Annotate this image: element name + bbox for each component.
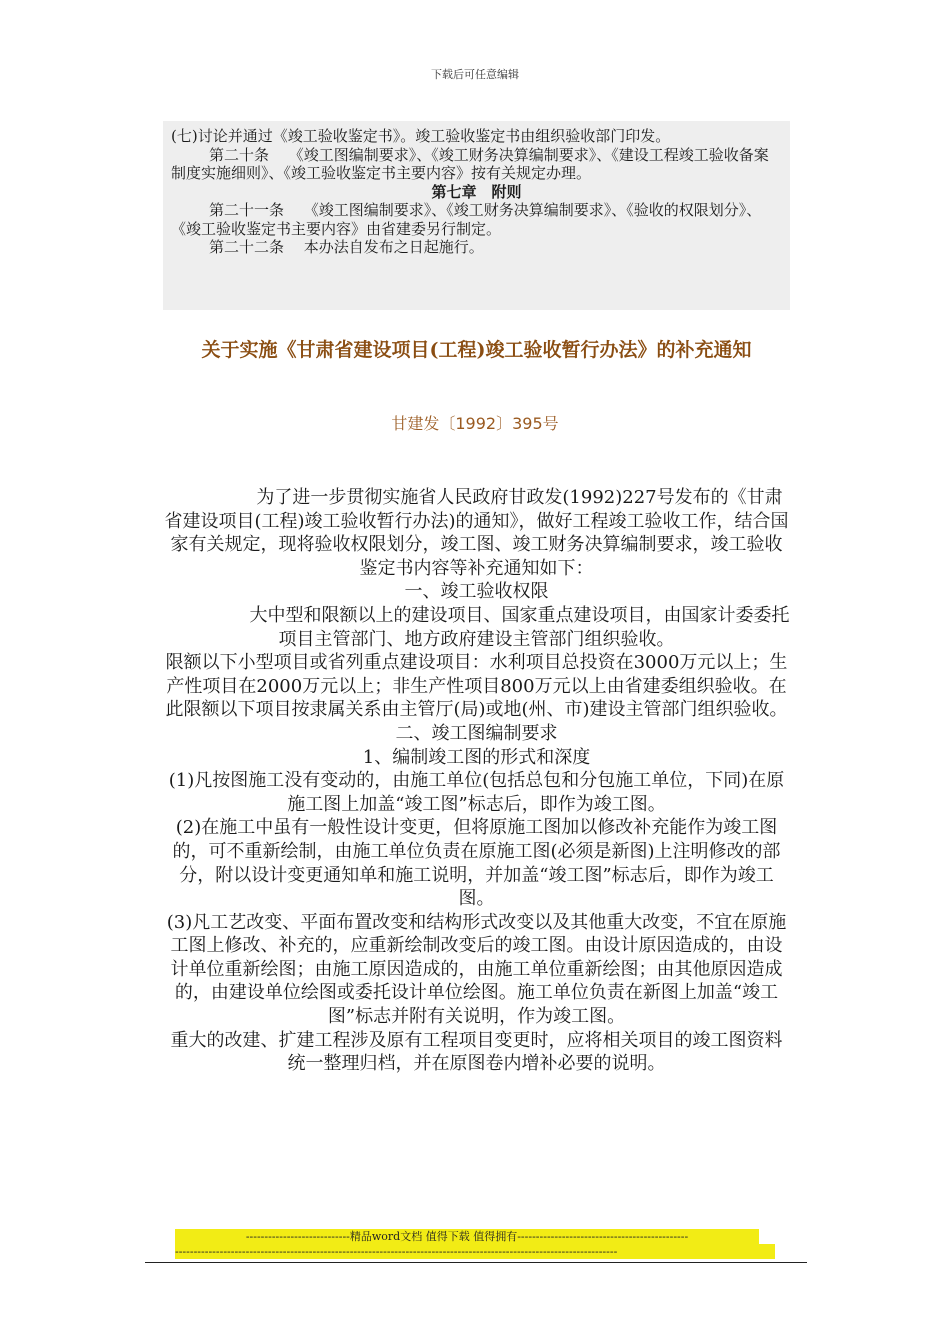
chapter-heading: 第七章 附则 [431,182,522,201]
section-2-heading: 二、竣工图编制要求 [395,722,558,744]
article-20: 第二十条 《竣工图编制要求》、《竣工财务决算编制要求》、《建设工程竣工验收备案制度实施细则》、《竣工验收鉴定书主要内容》按有关规定办理。 [171,145,769,182]
footer-divider [145,1262,807,1263]
item-4: 重大的改建、扩建工程涉及原有工程项目变更时，应将相关项目的竣工图资料统一整理归档，并在原图卷内增补必要的说明。 [170,1029,783,1075]
item-1: (1)凡按图施工没有变动的，由施工单位(包括总包和分包施工单位，下同)在原施工图上加盖“竣工图”标志后，即作为竣工图。 [168,770,785,815]
paragraph-1a: 大中型和限额以上的建设项目、国家重点建设项目，由国家计委委托项目主管部门、地方政府建设主管部门组织验收。 [249,604,790,650]
document-number: 甘建发〔1992〕395号 [391,414,559,433]
item-2: (2)在施工中虽有一般性设计变更，但将原施工图加以修改补充能作为竣工图的，可不重新绘制，由施工单位负责在原施工图(必须是新图)上注明修改的部分，附以设计变更通知单和施工说明，并加盖“竣工图”标志后，即作为竣工图。 [172,817,781,910]
section-1-heading: 一、竣工验收权限 [404,581,549,603]
footer-line-1: ----------------------------精品word文档 值得下载 值得拥有---------------------------------------------- [175,1229,759,1244]
intro-paragraph: 为了进一步贯彻实施省人民政府甘政发(1992)227号发布的《甘肃省建设项目(工程)竣工验收暂行办法)的通知》，做好工程竣工验收工作，结合国家有关规定，现将验收权限划分，竣工图、竣工财务决算编制要求，竣工验收鉴定书内容等补充通知如下： [164,487,789,579]
box-line-1: (七)讨论并通过《竣工验收鉴定书》。竣工验收鉴定书由组织验收部门印发。 [171,127,671,145]
document-title: 关于实施《甘肃省建设项目(工程)竣工验收暂行办法》的补充通知 [201,339,752,361]
footer-banner [175,1229,775,1259]
article-22: 第二十二条 本办法自发布之日起施行。 [209,238,484,256]
item-3: (3)凡工艺改变、平面布置改变和结构形式改变以及其他重大改变，不宜在原施工图上修改、补充的，应重新绘制改变后的竣工图。由设计原因造成的，由设计单位重新绘图；由施工原因造成的，由施工单位重新绘图；由其他原因造成的，由建设单位绘图或委托设计单位绘图。施工单位负责在新图上加盖“竣工图”标志并附有关说明，作为竣工图。 [166,911,787,1028]
previous-section-box [163,121,790,310]
footer-line-2: ----------------------------------------------------------------------------------------------------------------------- [175,1244,775,1259]
subsection-1-heading: 1、编制竣工图的形式和深度 [362,746,591,768]
document-body [163,486,790,1076]
header-note: 下载后可任意编辑 [431,68,519,81]
paragraph-1b: 限额以下小型项目或省列重点建设项目：水利项目总投资在3000万元以上；生产性项目在2000万元以上；非生产性项目800万元以上由省建委组织验收。在此限额以下项目按隶属关系由主管厅(局)或地(州、市)建设主管部门组织验收。 [165,652,788,721]
article-21: 第二十一条 《竣工图编制要求》、《竣工财务决算编制要求》、《验收的权限划分》、《竣工验收鉴定书主要内容》由省建委另行制定。 [171,201,762,238]
